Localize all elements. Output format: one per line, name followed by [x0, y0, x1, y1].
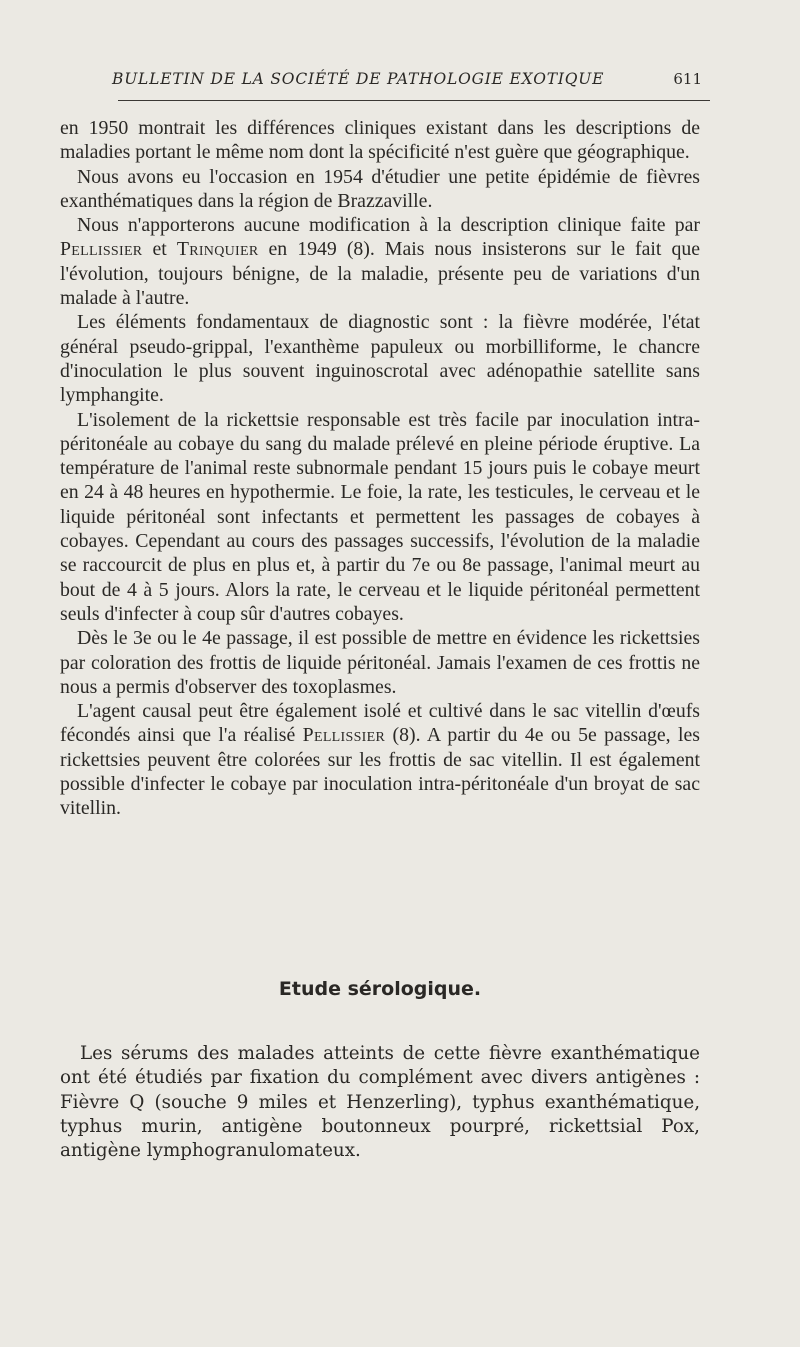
page-number: 611 — [673, 70, 702, 88]
author-name: Trinquier — [176, 238, 259, 261]
header-rule — [118, 100, 710, 101]
paragraph-text: Nous n'apporterons aucune modification à la description clinique faite par — [77, 214, 700, 237]
paragraph: Les éléments fondamentaux de diagnostic sont : la fièvre modérée, l'état général pseudo-grippal, l'exanthème papuleux ou morbilliforme, le chancre d'inoculation le plus souvent inguinoscrotal avec adénopathie satellite sans lymphangite. — [60, 311, 700, 407]
section-heading: Etude sérologique. — [278, 978, 482, 1000]
body-text — [60, 116, 700, 821]
paragraph: Nous avons eu l'occasion en 1954 d'étudier une petite épidémie de fièvres exanthématiques dans la région de Brazzaville. — [60, 165, 700, 212]
paragraph: Dès le 3e ou le 4e passage, il est possible de mettre en évidence les rickettsies par coloration des frottis de liquide péritonéal. Jamais l'examen de ces frottis ne nous a permis d'observer des toxoplasmes. — [60, 627, 700, 698]
running-header — [60, 70, 700, 98]
paragraph-text: en 1949 (8). Mais nous insisterons sur le fait que l'évolution, toujours bénigne, de la maladie, présente peu de variations d'un malade à l'autre. — [60, 238, 701, 310]
paragraph — [60, 213, 700, 310]
author-name: Pellissier — [60, 238, 143, 261]
paragraph: Les sérums des malades atteints de cette fièvre exanthématique ont été étudiés par fixation du complément avec divers antigènes : Fièvre Q (souche 9 miles et Henzerling), typhus exanthématique, typhus murin, antigène boutonneux pourpré, rickettsial Pox, antigène lymphogranulomateux. — [60, 1043, 700, 1162]
paragraph-text: et — [142, 238, 177, 261]
section-body — [60, 1042, 700, 1163]
paragraph-text: L'agent causal peut être également isolé et cultivé dans le sac vitellin d'œufs fécondés ainsi que l'a réalisé — [60, 700, 700, 747]
paragraph-text: (8). A partir du 4e ou 5e passage, les rickettsies peuvent être colorées sur les frottis de sac vitellin. Il est également possible d'infecter le cobaye par inoculation intra-péritonéale d'un broyat de sac vitellin. — [60, 724, 700, 820]
paragraph-continued: en 1950 montrait les différences cliniques existant dans les descriptions de maladies portant le même nom dont la spécificité n'est guère que géographique. — [60, 117, 700, 164]
paragraph — [60, 699, 700, 820]
author-name: Pellissier — [302, 724, 386, 747]
paragraph: L'isolement de la rickettsie responsable est très facile par inoculation intra-péritonéale au cobaye du sang du malade prélevé en pleine période éruptive. La température de l'animal reste subnormale pendant 15 jours puis le cobaye meurt en 24 à 48 heures en hypothermie. Le foie, la rate, les testicules, le cerveau et le liquide péritonéal sont infectants et permettent les passages de cobayes à cobayes. Cependant au cours des passages successifs, l'évolution de la maladie se raccourcit de plus en plus et, à partir du 7e ou 8e passage, l'animal meurt au bout de 4 à 5 jours. Alors la rate, le cerveau et le liquide péritonéal permettent seuls d'infecter à coup sûr d'autres cobayes. — [60, 408, 700, 625]
running-title: BULLETIN DE LA SOCIÉTÉ DE PATHOLOGIE EXOTIQUE — [112, 70, 605, 88]
